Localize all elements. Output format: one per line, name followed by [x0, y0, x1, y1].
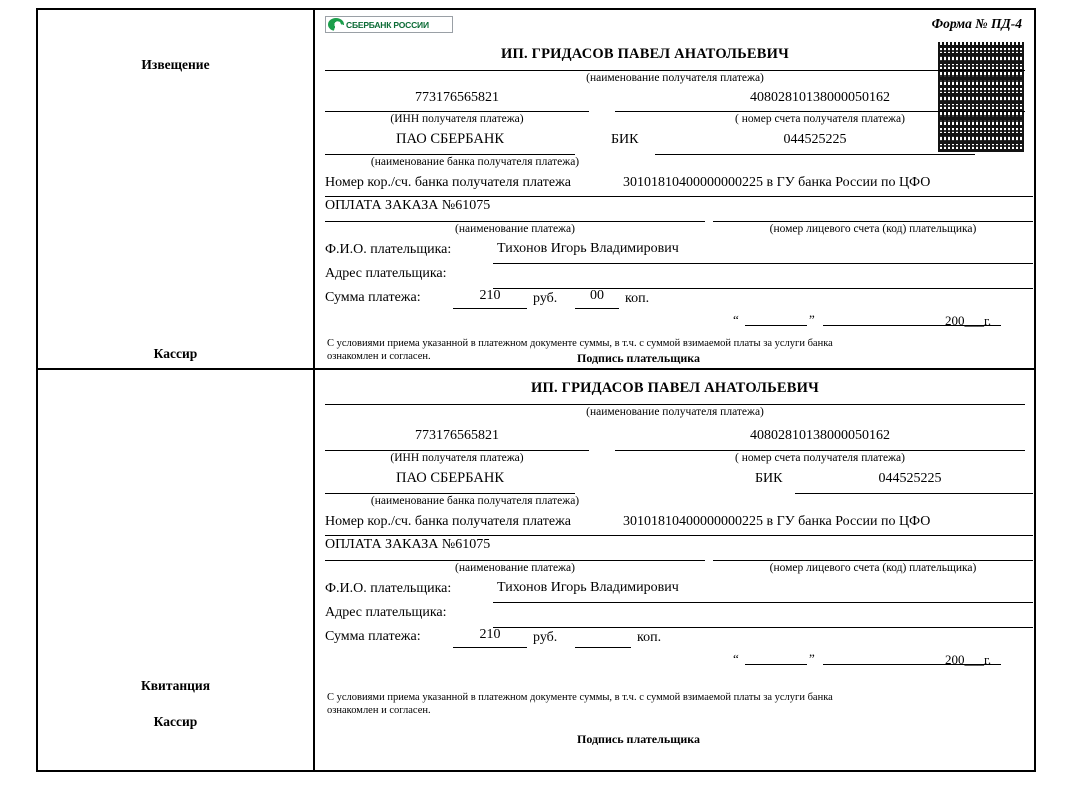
sberbank-logo-text: СБЕРБАНК РОССИИ [346, 19, 429, 30]
bank-name-caption-top: (наименование банка получателя платежа) [370, 156, 580, 168]
inn-caption-top: (ИНН получателя платежа) [390, 113, 524, 125]
corr-account-rule-top [325, 196, 1033, 197]
payment-sum-label-top: Сумма платежа: [325, 290, 421, 305]
payer-fio-rule-bottom [493, 602, 1033, 603]
date-day-rule-bottom [745, 664, 807, 665]
rub-label-bottom: руб. [533, 630, 558, 645]
date-day-rule-top [745, 325, 807, 326]
payer-fio-label-bottom: Ф.И.О. плательщика: [325, 581, 452, 596]
personal-account-caption-bottom: (номер лицевого счета (код) плательщика) [769, 562, 977, 574]
date-quote-close-bottom: ” [809, 651, 815, 666]
account-caption-top: ( номер счета получателя платежа) [735, 113, 905, 125]
bank-name-caption-bottom: (наименование банка получателя платежа) [370, 495, 580, 507]
bik-value-bottom: 044525225 [878, 471, 942, 486]
payer-signature-label-top: Подпись плательщика [577, 351, 700, 365]
recipient-caption-top: (наименование получателя платежа) [586, 72, 764, 84]
kop-label-bottom: коп. [637, 630, 662, 645]
payer-fio-value-bottom: Тихонов Игорь Владимирович [497, 580, 679, 595]
receipt-section [38, 370, 1034, 770]
recipient-caption-bottom: (наименование получателя платежа) [586, 406, 764, 418]
bik-rule-top [655, 154, 975, 155]
notice-right-column [315, 10, 1034, 368]
conditions-note-line2-top: ознакомлен и согласен. [327, 351, 431, 363]
conditions-note-line2-bottom: ознакомлен и согласен. [327, 705, 431, 717]
account-caption-bottom: ( номер счета получателя платежа) [735, 452, 905, 464]
form-number-top: Форма № ПД-4 [931, 16, 1022, 31]
notice-label: Извещение [141, 57, 210, 72]
recipient-name-bottom: ИП. ГРИДАСОВ ПАВЕЛ АНАТОЛЬЕВИЧ [531, 380, 819, 396]
payer-fio-rule-top [493, 263, 1033, 264]
payment-name-rule-top [325, 221, 705, 222]
sum-rub-value-top: 210 [479, 288, 501, 303]
bik-rule-bottom [795, 493, 1033, 494]
sum-kop-rule-top [575, 308, 619, 309]
payment-name-rule-bottom [325, 560, 705, 561]
date-year-bottom: 200___г. [945, 652, 992, 667]
sum-rub-value-bottom: 210 [479, 627, 501, 642]
kop-label-top: коп. [625, 291, 650, 306]
personal-account-rule-top [713, 221, 1033, 222]
personal-account-rule-bottom [713, 560, 1033, 561]
account-value-top: 40802810138000050162 [750, 90, 890, 105]
date-quote-open-top: “ [733, 312, 739, 327]
recipient-name-top: ИП. ГРИДАСОВ ПАВЕЛ АНАТОЛЬЕВИЧ [501, 46, 789, 62]
cashier-label-top: Кассир [153, 346, 198, 361]
conditions-note-line1-top: С условиями приема указанной в платежном документе суммы, в т.ч. с суммой взимаемой платы за услуги банка [327, 338, 833, 349]
sum-kop-rule-bottom [575, 647, 631, 648]
date-year-top: 200___г. [945, 313, 992, 328]
cashier-label-bottom: Кассир [153, 714, 198, 729]
sberbank-swoosh-icon [328, 18, 344, 31]
recipient-rule-bottom [325, 404, 1025, 405]
receipt-label: Квитанция [140, 678, 211, 693]
date-quote-open-bottom: “ [733, 651, 739, 666]
payer-address-rule-bottom [493, 627, 1033, 628]
payment-name-caption-bottom: (наименование платежа) [455, 562, 575, 574]
bik-label-top: БИК [611, 132, 639, 147]
account-rule-top [615, 111, 1025, 112]
notice-left-column [38, 10, 315, 368]
account-value-bottom: 40802810138000050162 [750, 428, 890, 443]
receipt-right-column [315, 370, 1034, 770]
bik-value-top: 044525225 [783, 132, 847, 147]
payer-fio-label-top: Ф.И.О. плательщика: [325, 242, 452, 257]
bank-name-value-top: ПАО СБЕРБАНК [396, 131, 504, 147]
sum-rub-rule-top [453, 308, 527, 309]
payer-address-label-top: Адрес плательщика: [325, 266, 447, 281]
sum-kop-value-top: 00 [590, 288, 604, 303]
sberbank-logo [325, 16, 453, 33]
payment-form [36, 8, 1036, 772]
inn-value-bottom: 773176565821 [415, 428, 499, 443]
corr-account-value-bottom: 30101810400000000225 в ГУ банка России по ЦФО [623, 514, 931, 529]
payment-sum-label-bottom: Сумма платежа: [325, 629, 421, 644]
payer-signature-label-bottom: Подпись плательщика [577, 732, 700, 746]
account-rule-bottom [615, 450, 1025, 451]
recipient-rule-top [325, 70, 1025, 71]
personal-account-caption-top: (номер лицевого счета (код) плательщика) [769, 223, 977, 235]
receipt-left-column [38, 370, 315, 770]
conditions-note-bottom [327, 691, 1007, 717]
date-quote-close-top: ” [809, 312, 815, 327]
sum-rub-rule-bottom [453, 647, 527, 648]
corr-account-label-bottom: Номер кор./сч. банка получателя платежа [325, 514, 571, 529]
bank-name-rule-top [325, 154, 575, 155]
notice-section [38, 10, 1034, 370]
inn-rule-top [325, 111, 589, 112]
payer-address-rule-top [493, 288, 1033, 289]
payment-name-value-top: ОПЛАТА ЗАКАЗА №61075 [325, 198, 491, 213]
payment-name-value-bottom: ОПЛАТА ЗАКАЗА №61075 [325, 537, 491, 552]
payment-name-caption-top: (наименование платежа) [455, 223, 575, 235]
corr-account-value-top: 30101810400000000225 в ГУ банка России по ЦФО [623, 175, 931, 190]
bik-label-bottom: БИК [755, 471, 783, 486]
conditions-note-line1-bottom: С условиями приема указанной в платежном документе суммы, в т.ч. с суммой взимаемой платы за услуги банка [327, 692, 833, 703]
payer-address-label-bottom: Адрес плательщика: [325, 605, 447, 620]
payer-fio-value-top: Тихонов Игорь Владимирович [497, 241, 679, 256]
inn-value-top: 773176565821 [415, 90, 499, 105]
corr-account-rule-bottom [325, 535, 1033, 536]
bank-name-value-bottom: ПАО СБЕРБАНК [396, 470, 504, 486]
bank-name-rule-bottom [325, 493, 575, 494]
inn-rule-bottom [325, 450, 589, 451]
inn-caption-bottom: (ИНН получателя платежа) [390, 452, 524, 464]
corr-account-label-top: Номер кор./сч. банка получателя платежа [325, 175, 571, 190]
rub-label-top: руб. [533, 291, 558, 306]
